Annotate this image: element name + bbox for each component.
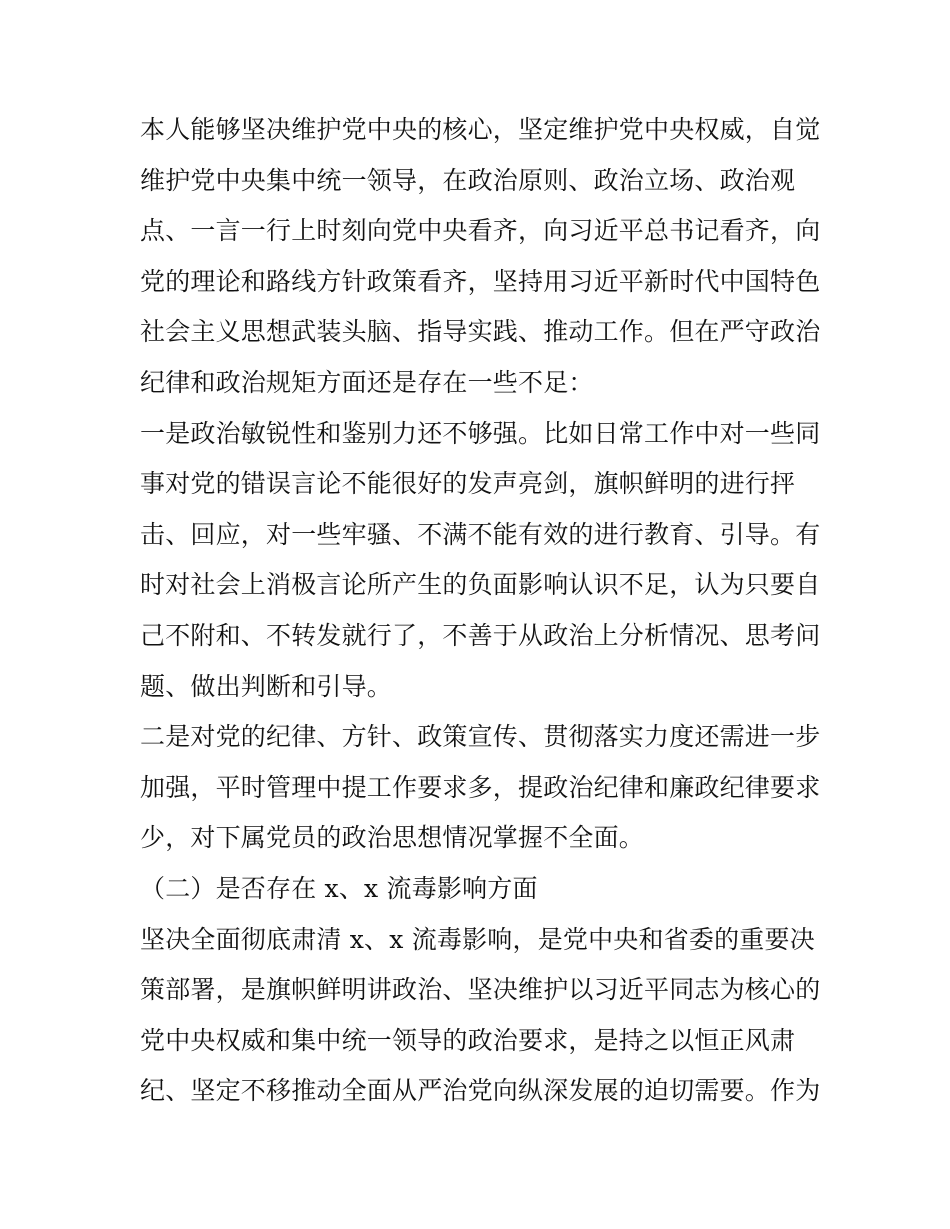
text-line: 党中央权威和集中统一领导的政治要求，是持之以恒正风肃 bbox=[140, 1025, 796, 1055]
text-line: 少，对下属党员的政治思想情况掌握不全面。 bbox=[140, 823, 645, 853]
text-line: 己不附和、不转发就行了，不善于从政治上分析情况、思考问 bbox=[140, 620, 821, 650]
text-line: 二是对党的纪律、方针、政策宣传、贯彻落实力度还需进一步 bbox=[140, 722, 821, 752]
text-line: 点、一言一行上时刻向党中央看齐，向习近平总书记看齐，向 bbox=[140, 216, 821, 246]
text-line: 一是政治敏锐性和鉴别力还不够强。比如日常工作中对一些同 bbox=[140, 418, 821, 448]
text-line: 本人能够坚决维护党中央的核心，坚定维护党中央权威，自觉 bbox=[140, 115, 821, 144]
text-line: 击、回应，对一些牢骚、不满不能有效的进行教育、引导。有 bbox=[140, 519, 821, 549]
text-line: 维护党中央集中统一领导，在政治原则、政治立场、政治观 bbox=[140, 165, 796, 195]
text-line: 加强，平时管理中提工作要求多，提政治纪律和廉政纪律要求 bbox=[140, 772, 821, 802]
document-text-body bbox=[140, 105, 820, 1117]
text-line: 题、做出判断和引导。 bbox=[140, 671, 393, 701]
text-line: 纪律和政治规矩方面还是存在一些不足： bbox=[140, 367, 594, 397]
text-line: 时对社会上消极言论所产生的负面影响认识不足，认为只要自 bbox=[140, 570, 821, 600]
text-line: 坚决全面彻底肃清 x、x 流毒影响，是党中央和省委的重要决 bbox=[140, 924, 815, 954]
text-line: 党的理论和路线方针政策看齐，坚持用习近平新时代中国特色 bbox=[140, 266, 821, 296]
text-line: 事对党的错误言论不能很好的发声亮剑，旗帜鲜明的进行抨 bbox=[140, 469, 796, 499]
section-heading: （二）是否存在 x、x 流毒影响方面 bbox=[140, 873, 538, 903]
text-line: 策部署，是旗帜鲜明讲政治、坚决维护以习近平同志为核心的 bbox=[140, 975, 821, 1005]
text-line: 社会主义思想武装头脑、指导实践、推动工作。但在严守政治 bbox=[140, 317, 821, 347]
text-line: 纪、坚定不移推动全面从严治党向纵深发展的迫切需要。作为 bbox=[140, 1076, 821, 1106]
